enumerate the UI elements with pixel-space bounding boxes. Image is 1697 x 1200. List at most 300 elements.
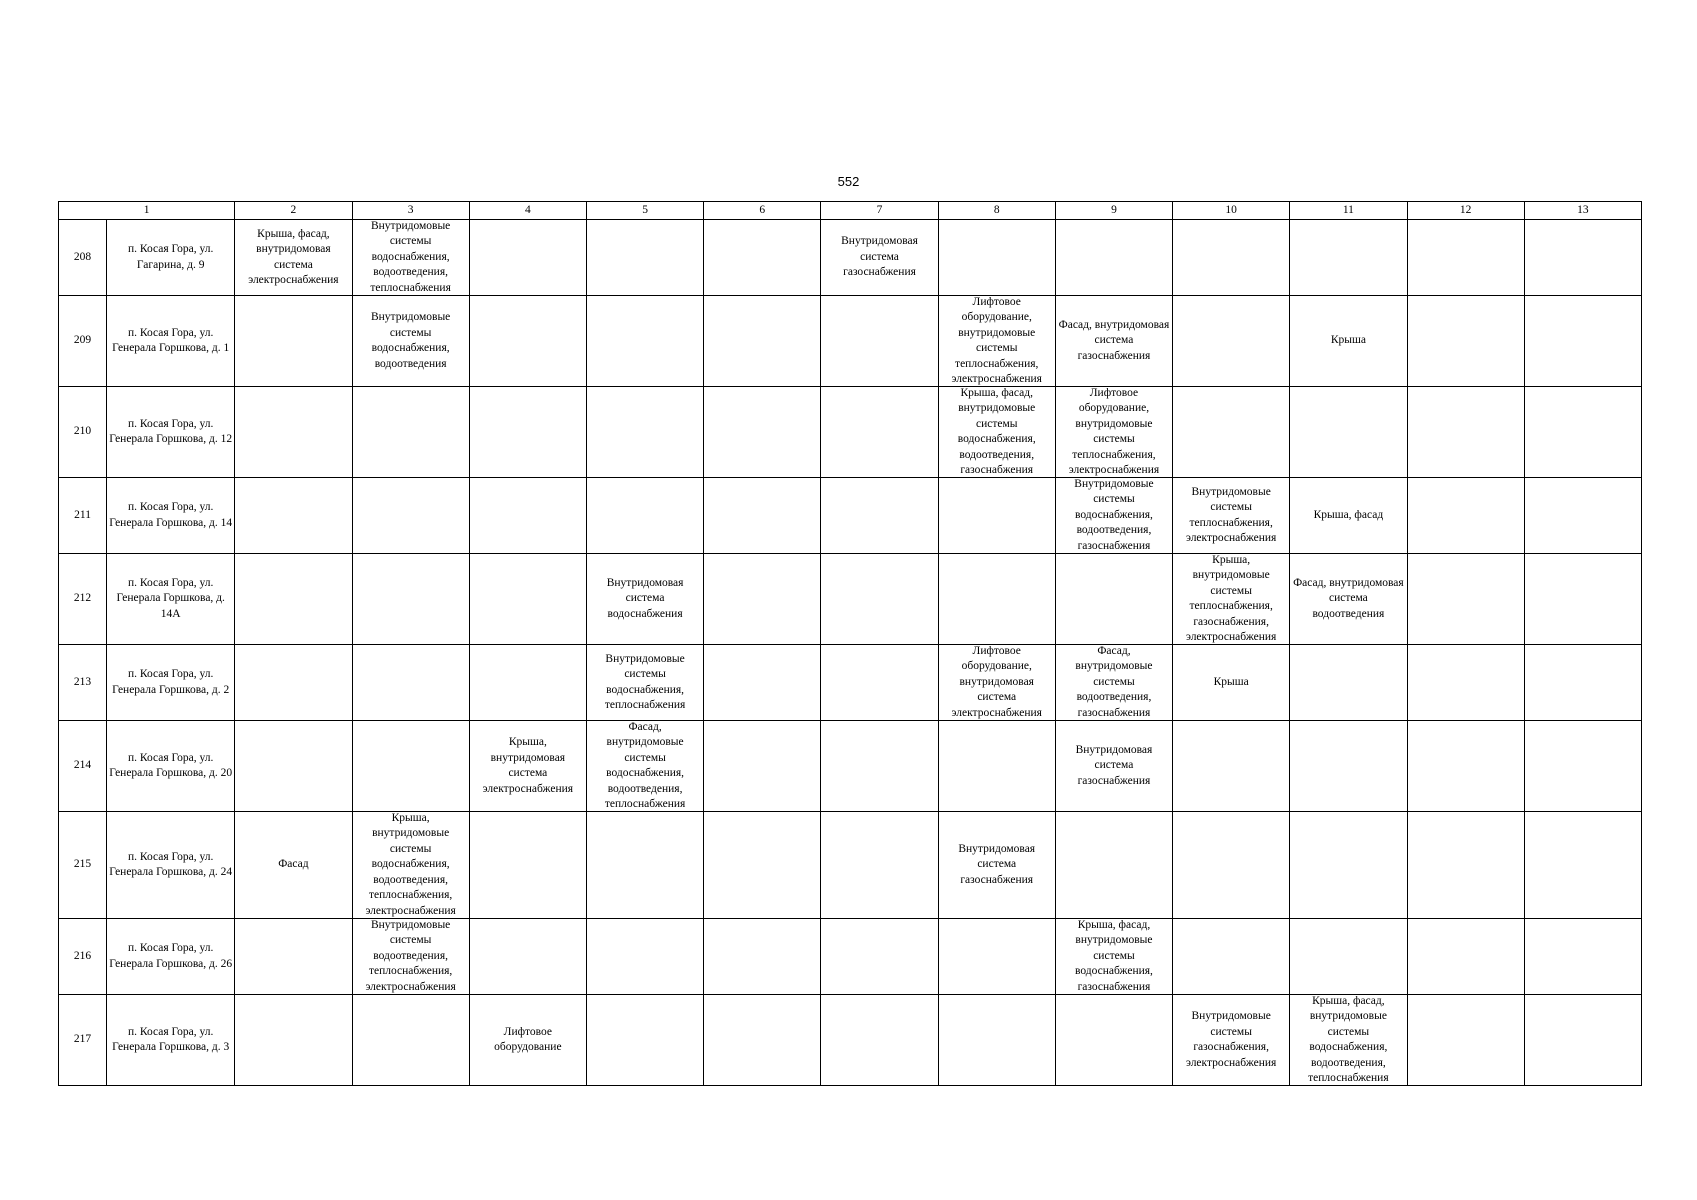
cell-text [1292, 920, 1404, 994]
work-cell-8 [938, 645, 1055, 721]
column-header-12: 12 [1407, 202, 1524, 220]
work-cell-7 [821, 220, 938, 296]
work-cell-13 [1524, 387, 1641, 478]
work-cell-7 [821, 387, 938, 478]
work-cell-5 [586, 554, 703, 645]
cell-text [237, 646, 349, 720]
table-row [59, 919, 1642, 995]
work-cell-6 [704, 812, 821, 919]
work-cell-2 [235, 220, 352, 296]
work-cell-12 [1407, 296, 1524, 387]
cell-text [472, 555, 584, 644]
cell-text [472, 646, 584, 720]
work-cell-12 [1407, 478, 1524, 554]
cell-text [1410, 646, 1522, 720]
work-cell-13 [1524, 478, 1641, 554]
cell-text [589, 813, 701, 918]
work-cell-9 [1055, 919, 1172, 995]
cell-text [823, 297, 935, 386]
cell-text [1527, 221, 1639, 295]
address-cell [107, 296, 235, 387]
work-cell-6 [704, 721, 821, 812]
work-cell-2 [235, 554, 352, 645]
cell-text [1527, 920, 1639, 994]
work-cell-11 [1290, 919, 1407, 995]
work-cell-3 [352, 387, 469, 478]
table-row [59, 296, 1642, 387]
work-cell-4 [469, 296, 586, 387]
work-cell-9 [1055, 387, 1172, 478]
table-row [59, 478, 1642, 554]
work-cell-13 [1524, 919, 1641, 995]
cell-text: 214 [73, 759, 92, 772]
column-header-6: 6 [704, 202, 821, 220]
work-cell-11 [1290, 721, 1407, 812]
table-row [59, 387, 1642, 478]
column-header-8: 8 [938, 202, 1055, 220]
cell-text [237, 996, 349, 1085]
address-cell [107, 919, 235, 995]
cell-text [237, 388, 349, 477]
cell-text: Внутридомовые системы теплоснабжения, электроснабжения [1185, 485, 1277, 544]
cell-text [589, 221, 701, 295]
cell-text [1058, 996, 1170, 1085]
table-header [59, 202, 1642, 220]
row-number-cell [59, 387, 107, 478]
cell-text [1175, 813, 1287, 918]
address-cell [107, 721, 235, 812]
work-cell-10 [1173, 995, 1290, 1086]
work-cell-8 [938, 296, 1055, 387]
work-cell-10 [1173, 387, 1290, 478]
cell-text [823, 813, 935, 918]
cell-text: 210 [73, 425, 92, 438]
work-cell-2 [235, 387, 352, 478]
cell-text [1527, 996, 1639, 1085]
work-cell-3 [352, 554, 469, 645]
work-cell-5 [586, 296, 703, 387]
page-number: 552 [837, 174, 860, 189]
work-cell-8 [938, 995, 1055, 1086]
work-cell-4 [469, 478, 586, 554]
cell-text [589, 388, 701, 477]
cell-text [589, 479, 701, 553]
work-cell-6 [704, 554, 821, 645]
cell-text [472, 388, 584, 477]
cell-text [941, 555, 1053, 644]
cell-text: п. Косая Гора, ул. Генерала Горшкова, д. 1 [112, 326, 230, 354]
cell-text: 215 [73, 858, 92, 871]
cell-text [1058, 555, 1170, 644]
cell-text [706, 920, 818, 994]
cell-text [706, 297, 818, 386]
row-number-cell [59, 645, 107, 721]
cell-text [1058, 221, 1170, 295]
table-row [59, 995, 1642, 1086]
work-cell-8 [938, 721, 1055, 812]
cell-text: п. Косая Гора, ул. Генерала Горшкова, д. 20 [109, 751, 233, 779]
cell-text: Фасад, внутридомовые системы водоотведения, газоснабжения [1075, 645, 1153, 719]
work-cell-12 [1407, 645, 1524, 721]
cell-text: п. Косая Гора, ул. Генерала Горшкова, д. 3 [112, 1025, 230, 1053]
work-cell-10 [1173, 478, 1290, 554]
cell-text [355, 479, 467, 553]
cell-text [1527, 813, 1639, 918]
address-cell [107, 554, 235, 645]
work-cell-9 [1055, 554, 1172, 645]
column-header-4: 4 [469, 202, 586, 220]
work-cell-5 [586, 721, 703, 812]
cell-text [823, 920, 935, 994]
cell-text [823, 646, 935, 720]
work-cell-5 [586, 919, 703, 995]
cell-text [1175, 722, 1287, 811]
work-cell-7 [821, 919, 938, 995]
work-cell-13 [1524, 812, 1641, 919]
cell-text: Лифтовое оборудование, внутридомовые системы теплоснабжения, электроснабжения [1068, 387, 1160, 476]
work-cell-7 [821, 812, 938, 919]
work-cell-9 [1055, 296, 1172, 387]
cell-text [1292, 221, 1404, 295]
cell-text [1175, 221, 1287, 295]
address-cell [107, 220, 235, 296]
work-cell-3 [352, 645, 469, 721]
cell-text: Внутридомовые системы водоснабжения, водоотведения [370, 311, 451, 370]
cell-text [237, 722, 349, 811]
cell-text: Фасад [278, 858, 309, 871]
cell-text [941, 479, 1053, 553]
cell-text [355, 646, 467, 720]
row-number-cell [59, 995, 107, 1086]
cell-text [706, 479, 818, 553]
cell-text [237, 920, 349, 994]
work-cell-12 [1407, 919, 1524, 995]
cell-text [706, 996, 818, 1085]
work-cell-6 [704, 478, 821, 554]
work-cell-4 [469, 919, 586, 995]
work-cell-13 [1524, 220, 1641, 296]
data-table [58, 201, 1642, 1086]
cell-text: Внутридомовая система газоснабжения [958, 842, 1036, 886]
cell-text: 212 [73, 592, 92, 605]
work-cell-7 [821, 995, 938, 1086]
row-number-cell [59, 220, 107, 296]
cell-text [1527, 646, 1639, 720]
address-cell [107, 812, 235, 919]
work-cell-9 [1055, 721, 1172, 812]
cell-text [472, 813, 584, 918]
row-number-cell [59, 919, 107, 995]
work-cell-3 [352, 220, 469, 296]
column-header-9: 9 [1055, 202, 1172, 220]
work-cell-6 [704, 645, 821, 721]
work-cell-9 [1055, 645, 1172, 721]
work-cell-12 [1407, 995, 1524, 1086]
cell-text: Внутридомовые системы водоснабжения, водоотведения, газоснабжения [1074, 478, 1154, 552]
column-header-10: 10 [1173, 202, 1290, 220]
table-row [59, 220, 1642, 296]
cell-text: Крыша, фасад, внутридомовая система электроснабжения [248, 227, 339, 286]
work-cell-6 [704, 220, 821, 296]
cell-text [941, 920, 1053, 994]
work-cell-5 [586, 220, 703, 296]
cell-text [941, 996, 1053, 1085]
cell-text: Внутридомовые системы водоотведения, теплоснабжения, электроснабжения [365, 919, 456, 993]
work-cell-11 [1290, 995, 1407, 1086]
work-cell-6 [704, 296, 821, 387]
work-cell-4 [469, 812, 586, 919]
cell-text: Крыша, фасад [1313, 508, 1384, 521]
cell-text: 217 [73, 1033, 92, 1046]
cell-text [823, 722, 935, 811]
work-cell-6 [704, 919, 821, 995]
cell-text [1527, 555, 1639, 644]
work-cell-4 [469, 387, 586, 478]
column-header-7: 7 [821, 202, 938, 220]
work-cell-4 [469, 220, 586, 296]
work-cell-9 [1055, 812, 1172, 919]
work-cell-11 [1290, 554, 1407, 645]
work-cell-3 [352, 478, 469, 554]
column-header-11: 11 [1290, 202, 1407, 220]
cell-text: Крыша, фасад, внутридомовые системы водоснабжения, газоснабжения [1074, 919, 1153, 993]
work-cell-12 [1407, 220, 1524, 296]
work-cell-2 [235, 995, 352, 1086]
work-cell-11 [1290, 645, 1407, 721]
work-cell-4 [469, 554, 586, 645]
cell-text [1410, 297, 1522, 386]
work-cell-10 [1173, 812, 1290, 919]
work-cell-7 [821, 554, 938, 645]
cell-text [355, 555, 467, 644]
table-row [59, 812, 1642, 919]
cell-text [355, 996, 467, 1085]
cell-text [823, 388, 935, 477]
cell-text [1410, 555, 1522, 644]
cell-text [589, 297, 701, 386]
cell-text [589, 920, 701, 994]
cell-text: п. Косая Гора, ул. Генерала Горшкова, д. 26 [109, 942, 233, 970]
column-header-3: 3 [352, 202, 469, 220]
cell-text [1292, 722, 1404, 811]
work-cell-8 [938, 220, 1055, 296]
cell-text [1058, 813, 1170, 918]
work-cell-2 [235, 478, 352, 554]
cell-text [706, 813, 818, 918]
work-cell-9 [1055, 995, 1172, 1086]
work-cell-8 [938, 387, 1055, 478]
work-cell-5 [586, 478, 703, 554]
work-cell-11 [1290, 387, 1407, 478]
work-cell-3 [352, 296, 469, 387]
row-number-cell [59, 812, 107, 919]
work-cell-11 [1290, 812, 1407, 919]
work-cell-10 [1173, 645, 1290, 721]
table-row [59, 554, 1642, 645]
cell-text: Внутридомовая система газоснабжения [841, 235, 918, 279]
cell-text [706, 555, 818, 644]
row-number-cell [59, 721, 107, 812]
work-cell-10 [1173, 296, 1290, 387]
cell-text: п. Косая Гора, ул. Генерала Горшкова, д. 2 [112, 668, 230, 696]
work-cell-5 [586, 812, 703, 919]
work-cell-6 [704, 995, 821, 1086]
row-number-cell [59, 296, 107, 387]
cell-text [1410, 920, 1522, 994]
work-cell-10 [1173, 919, 1290, 995]
cell-text: Лифтовое оборудование [494, 1025, 562, 1053]
work-cell-4 [469, 721, 586, 812]
cell-text: Крыша, внутридомовая система электроснабжения [482, 736, 574, 795]
cell-text [1410, 221, 1522, 295]
cell-text: 208 [73, 250, 92, 263]
cell-text: Крыша, внутридомовые системы теплоснабжения, газоснабжения, электроснабжения [1185, 554, 1277, 643]
cell-text: Фасад, внутридомовая система водоотведения [1293, 576, 1404, 620]
address-cell [107, 645, 235, 721]
cell-text [1410, 996, 1522, 1085]
cell-text: 211 [74, 508, 91, 521]
cell-text [941, 722, 1053, 811]
work-cell-4 [469, 645, 586, 721]
cell-text [1175, 297, 1287, 386]
cell-text [706, 722, 818, 811]
cell-text [823, 479, 935, 553]
table-row [59, 645, 1642, 721]
cell-text: 216 [73, 949, 92, 962]
cell-text: Крыша, внутридомовые системы водоснабжения, водоотведения, теплоснабжения, электроснабжения [365, 812, 456, 917]
work-cell-4 [469, 995, 586, 1086]
row-number-cell [59, 554, 107, 645]
cell-text [823, 555, 935, 644]
cell-text: Крыша [1213, 675, 1249, 688]
table-body [59, 220, 1642, 1086]
cell-text [472, 479, 584, 553]
cell-text [1410, 479, 1522, 553]
work-cell-11 [1290, 220, 1407, 296]
cell-text: Внутридомовые системы газоснабжения, электроснабжения [1185, 1010, 1277, 1069]
cell-text [1292, 813, 1404, 918]
work-cell-10 [1173, 721, 1290, 812]
cell-text: Внутридомовые системы водоснабжения, теплоснабжения [604, 652, 686, 711]
cell-text: п. Косая Гора, ул. Генерала Горшкова, д. 14А [116, 576, 225, 620]
cell-text: п. Косая Гора, ул. Гагарина, д. 9 [127, 243, 214, 271]
cell-text [1410, 813, 1522, 918]
cell-text: Крыша [1330, 334, 1366, 347]
work-cell-2 [235, 645, 352, 721]
cell-text [1410, 722, 1522, 811]
cell-text: Фасад, внутридомовые системы водоснабжения, водоотведения, теплоснабжения [604, 721, 686, 810]
cell-text [472, 297, 584, 386]
cell-text [589, 996, 701, 1085]
work-cell-7 [821, 721, 938, 812]
work-cell-8 [938, 554, 1055, 645]
cell-text: п. Косая Гора, ул. Генерала Горшкова, д. 12 [109, 417, 233, 445]
work-cell-5 [586, 387, 703, 478]
cell-text [1527, 479, 1639, 553]
column-header-1: 1 [59, 202, 235, 220]
work-cell-13 [1524, 995, 1641, 1086]
cell-text [1527, 297, 1639, 386]
work-cell-8 [938, 812, 1055, 919]
address-cell [107, 387, 235, 478]
cell-text [1410, 388, 1522, 477]
work-cell-5 [586, 645, 703, 721]
column-header-2: 2 [235, 202, 352, 220]
work-cell-2 [235, 919, 352, 995]
work-cell-7 [821, 478, 938, 554]
work-cell-7 [821, 296, 938, 387]
cell-text [355, 388, 467, 477]
work-cell-13 [1524, 296, 1641, 387]
cell-text: Лифтовое оборудование, внутридомовые системы теплоснабжения, электроснабжения [951, 296, 1042, 385]
cell-text: Внутридомовая система газоснабжения [1075, 743, 1153, 787]
work-cell-2 [235, 296, 352, 387]
cell-text [706, 388, 818, 477]
work-cell-10 [1173, 220, 1290, 296]
cell-text [1527, 388, 1639, 477]
table-row [59, 721, 1642, 812]
work-cell-12 [1407, 387, 1524, 478]
work-cell-9 [1055, 478, 1172, 554]
work-cell-2 [235, 721, 352, 812]
cell-text [1292, 646, 1404, 720]
cell-text [823, 996, 935, 1085]
work-cell-12 [1407, 721, 1524, 812]
work-cell-11 [1290, 478, 1407, 554]
work-cell-2 [235, 812, 352, 919]
cell-text [706, 646, 818, 720]
cell-text [237, 555, 349, 644]
work-cell-5 [586, 995, 703, 1086]
cell-text [706, 221, 818, 295]
cell-text: п. Косая Гора, ул. Генерала Горшкова, д. 14 [109, 501, 233, 529]
cell-text [237, 297, 349, 386]
column-header-13: 13 [1524, 202, 1641, 220]
header-row [59, 202, 1642, 220]
work-cell-6 [704, 387, 821, 478]
cell-text: Фасад, внутридомовая система газоснабжения [1058, 318, 1170, 362]
work-cell-12 [1407, 554, 1524, 645]
cell-text [355, 722, 467, 811]
work-cell-8 [938, 478, 1055, 554]
work-cell-11 [1290, 296, 1407, 387]
work-cell-3 [352, 995, 469, 1086]
work-cell-3 [352, 721, 469, 812]
cell-text [1175, 388, 1287, 477]
cell-text [237, 479, 349, 553]
work-cell-10 [1173, 554, 1290, 645]
cell-text: Внутридомовая система водоснабжения [606, 576, 684, 620]
work-cell-13 [1524, 554, 1641, 645]
cell-text [941, 221, 1053, 295]
cell-text [472, 920, 584, 994]
column-header-5: 5 [586, 202, 703, 220]
work-cell-3 [352, 812, 469, 919]
work-cell-8 [938, 919, 1055, 995]
cell-text: Лифтовое оборудование, внутридомовая система электроснабжения [951, 645, 1042, 719]
cell-text [1292, 388, 1404, 477]
address-cell [107, 995, 235, 1086]
work-cell-12 [1407, 812, 1524, 919]
work-cell-3 [352, 919, 469, 995]
cell-text [1175, 920, 1287, 994]
cell-text: п. Косая Гора, ул. Генерала Горшкова, д. 24 [109, 850, 233, 878]
work-cell-13 [1524, 645, 1641, 721]
cell-text [472, 221, 584, 295]
cell-text: Крыша, фасад, внутридомовые системы водоснабжения, водоотведения, газоснабжения [957, 387, 1036, 476]
row-number-cell [59, 478, 107, 554]
cell-text: 213 [73, 675, 92, 688]
